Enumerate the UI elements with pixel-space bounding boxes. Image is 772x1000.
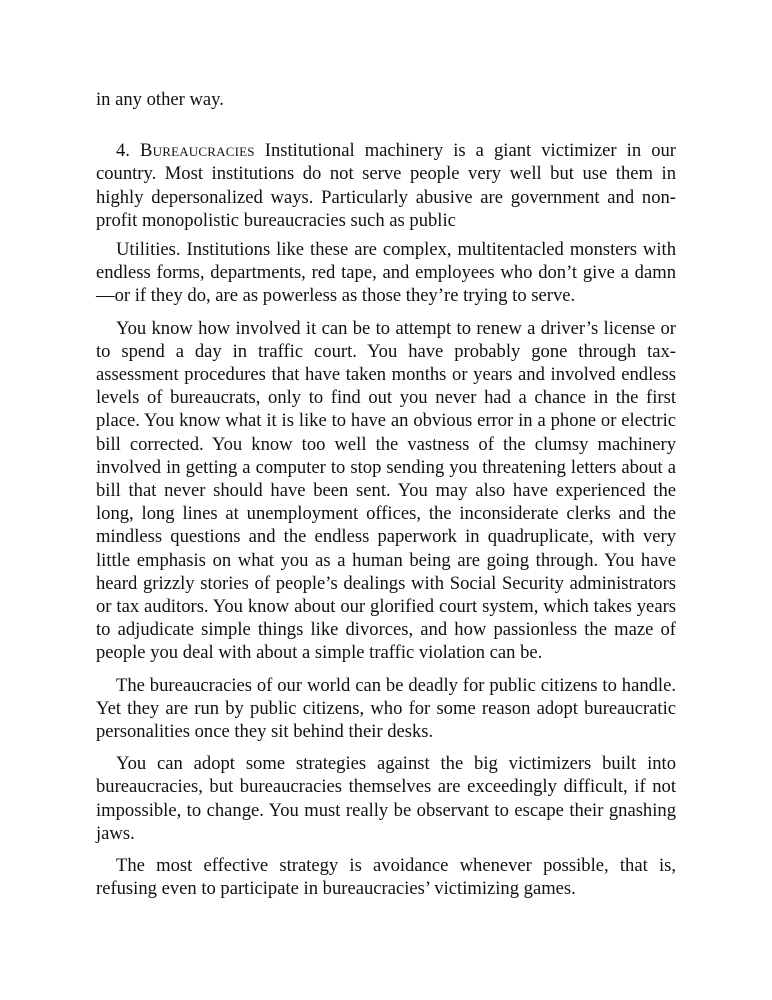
paragraph-text: The most effective strategy is avoidance whenever possible, that is, refusing even to participate in bureaucracies’ victimizing games. (96, 855, 676, 900)
paragraph-utilities (96, 238, 676, 308)
paragraph-text: The bureaucracies of our world can be deadly for public citizens to handle. Yet they are run by public citizens, who for some reason adopt bureaucratic personalities once they sit behind their desks. (96, 674, 676, 743)
paragraph-text: Institutional machinery is a giant victimizer in our country. Most institutions do not serve people very well but use them in highly depersonalized ways. Particularly abusive are government and non-profit monopolistic bureaucracies such as public (96, 140, 676, 231)
section-number: 4. (116, 140, 130, 162)
paragraph-text: You know how involved it can be to attempt to renew a driver’s license or to spend a day in traffic court. You have probably gone through tax-assessment procedures that have taken months or years and involved endless levels of bureaucrats, only to find out you never had a chance in the first place. You know what it is like to have an obvious error in a phone or electric bill corrected. You know too well the vastness of the clumsy machinery involved in getting a computer to stop sending you threatening letters about a bill that never should have been sent. You may also have experienced the long, long lines at unemployment offices, the inconsiderate clerks and the mindless questions and the endless paperwork in quadruplicate, with very little emphasis on what you as a human being are going through. You have heard grizzly stories of people’s dealings with Social Security administrators or tax auditors. You know about our glorified court system, which takes years to adjudicate simple things like divorces, and how passionless the maze of people you deal with about a simple traffic violation can be. (96, 317, 676, 664)
paragraph-bureaucracies (96, 139, 676, 232)
paragraph-text: You can adopt some strategies against the big victimizers built into bureaucracies, but bureaucracies themselves are exceedingly difficult, if not impossible, to change. You must really be observant to escape their gnashing jaws. (96, 753, 676, 844)
paragraph-continuation (96, 88, 676, 111)
paragraph-text: Utilities. Institutions like these are complex, multitentacled monsters with endless forms, departments, red tape, and employees who don’t give a damn—or if they do, are as powerless as those they’re trying to serve. (96, 239, 676, 307)
document-page (96, 88, 676, 910)
section-heading: Bureaucracies (140, 140, 255, 162)
paragraph-text: in any other way. (96, 89, 224, 110)
paragraph-public-citizens (96, 674, 676, 744)
paragraph-avoidance (96, 854, 676, 900)
paragraph-examples (96, 317, 676, 665)
paragraph-strategies (96, 752, 676, 845)
